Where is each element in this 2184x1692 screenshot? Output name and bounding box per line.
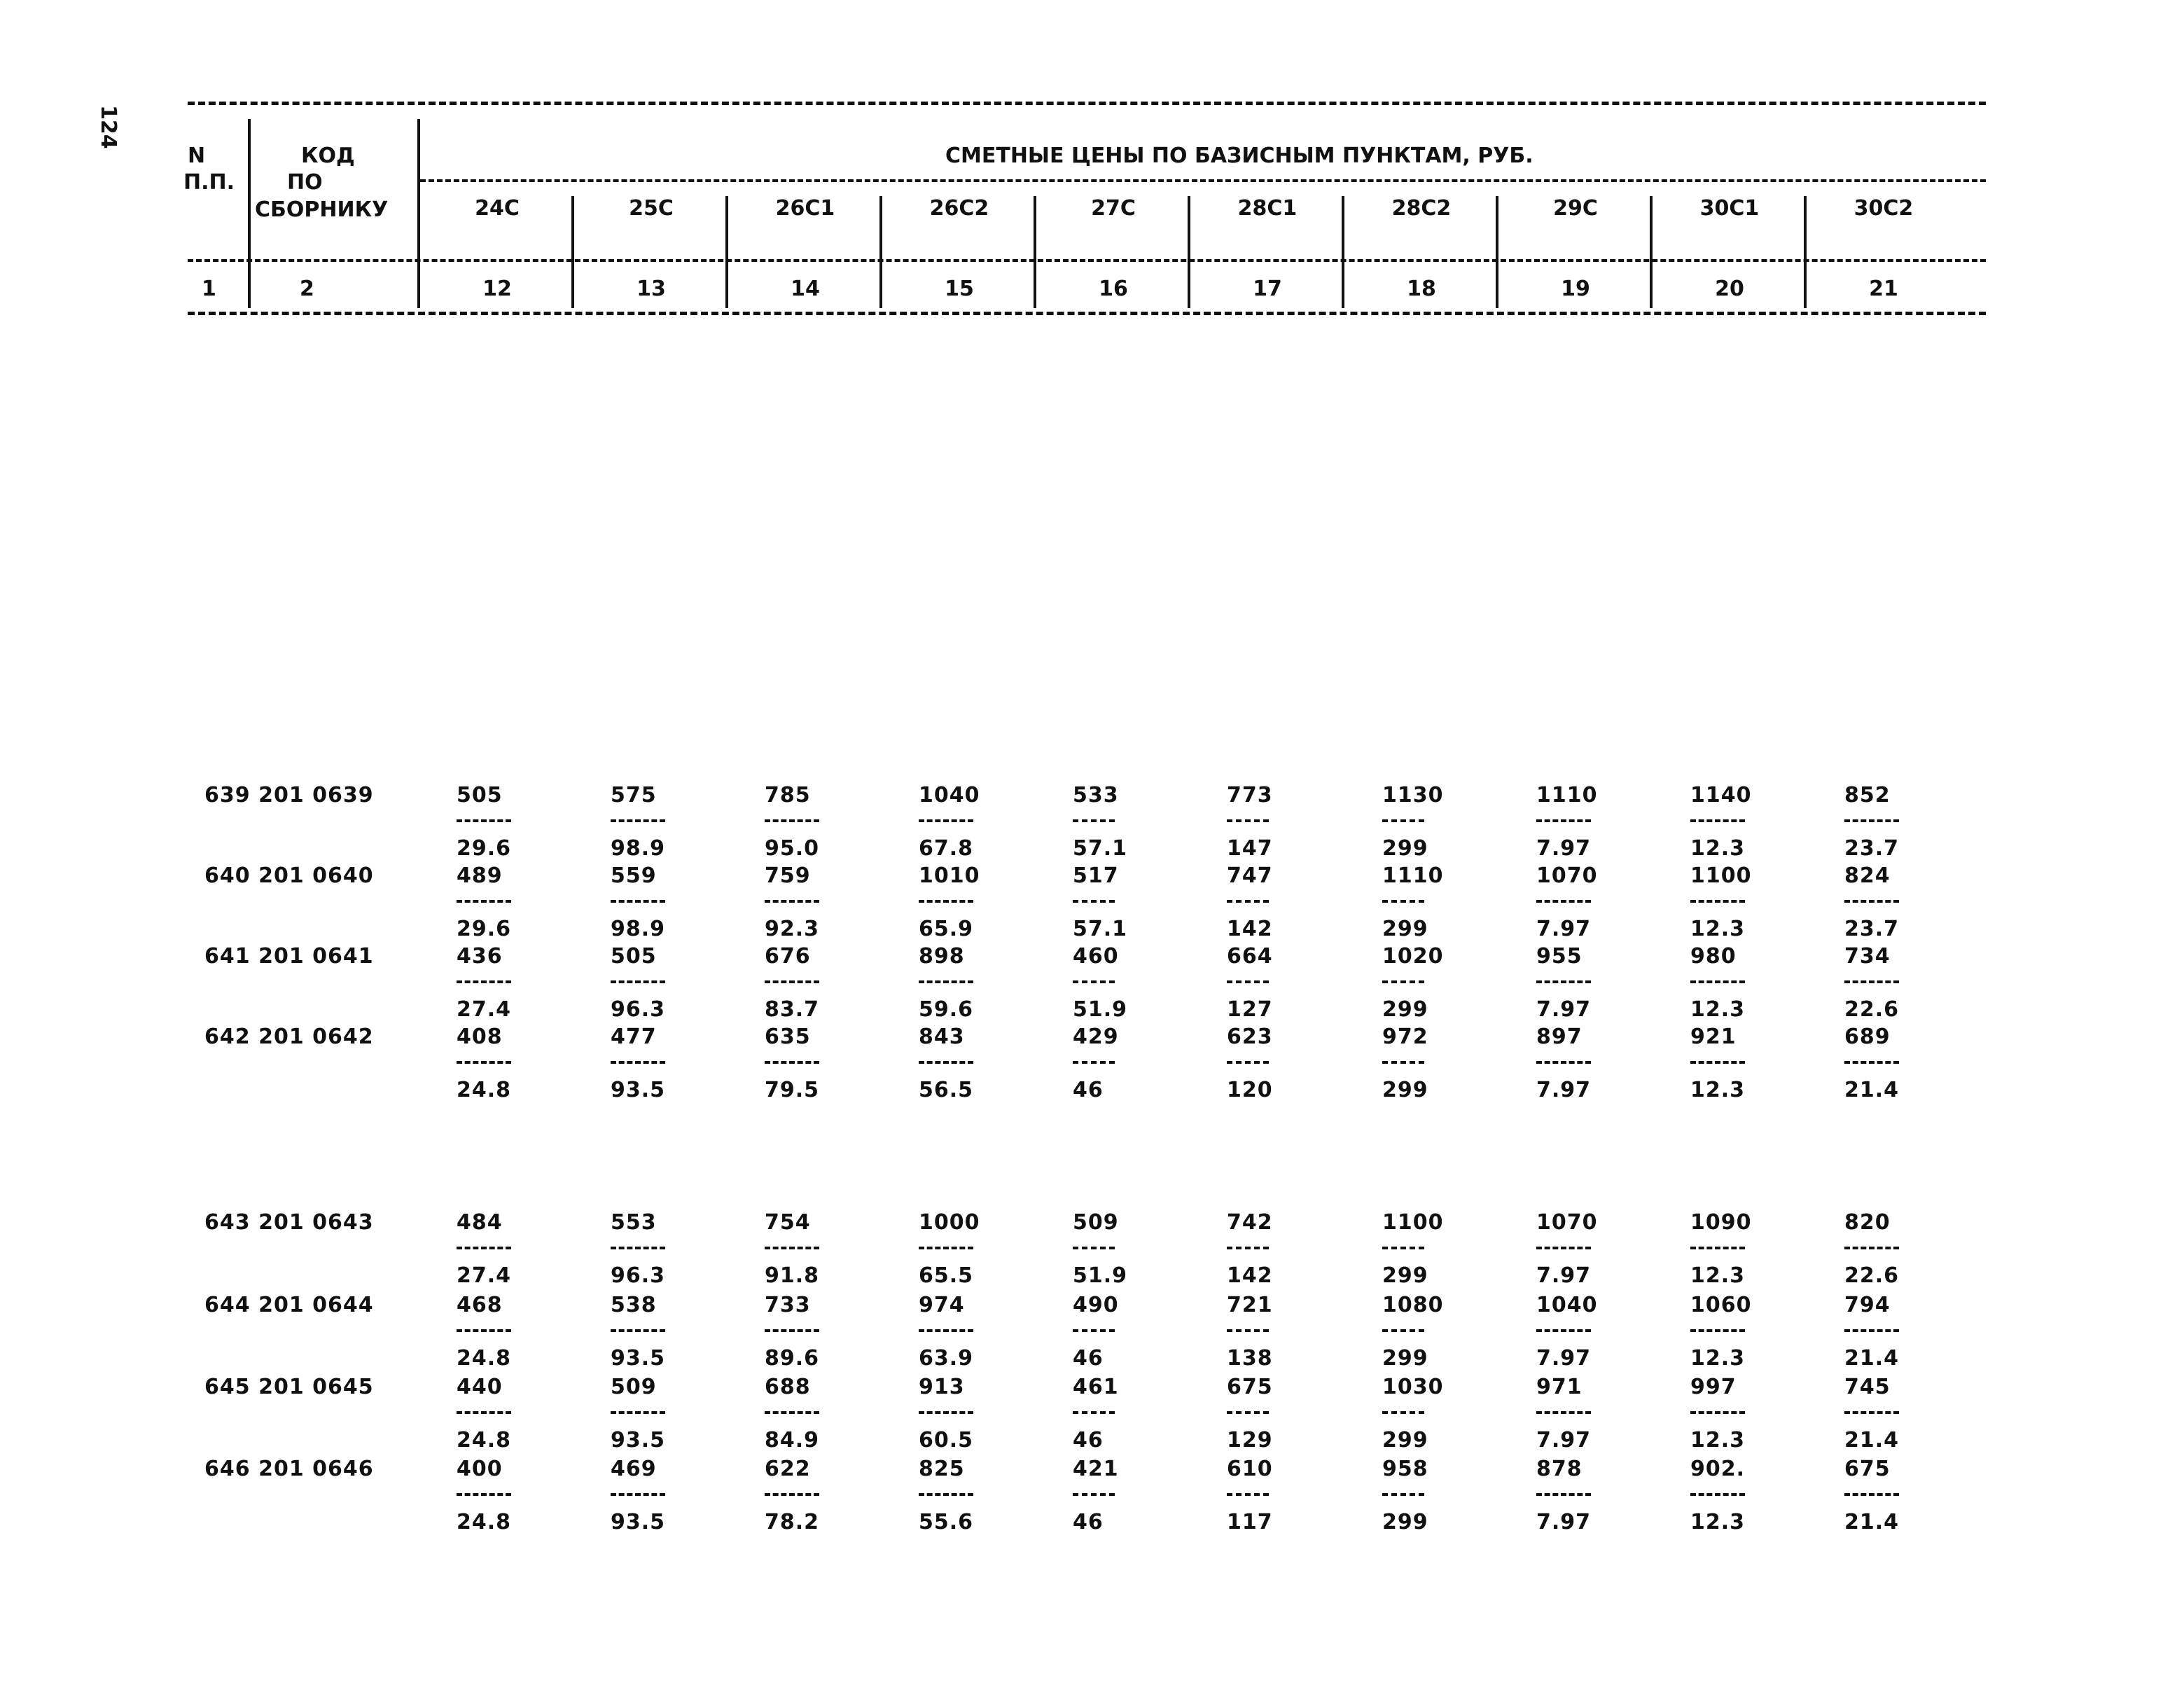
price-denominator: 7.97 [1536, 1078, 1592, 1102]
col-code-label: КОД [301, 144, 355, 168]
price-denominator: 21.4 [1844, 1346, 1900, 1371]
column-number: 19 [1561, 277, 1590, 301]
fraction-bar [1690, 819, 1745, 822]
fraction-bar [919, 900, 973, 903]
price-denominator: 78.2 [765, 1510, 820, 1534]
price-denominator: 21.4 [1844, 1078, 1900, 1102]
price-numerator: 461 [1073, 1375, 1119, 1399]
column-number: 14 [791, 277, 820, 301]
price-numerator: 1070 [1536, 864, 1598, 888]
price-denominator: 7.97 [1536, 1428, 1592, 1452]
price-numerator: 489 [457, 864, 503, 888]
fraction-bar [1536, 1329, 1591, 1332]
column-number: 20 [1715, 277, 1744, 301]
fraction-bar [1227, 1411, 1269, 1414]
column-number: 21 [1869, 277, 1898, 301]
price-numerator: 825 [919, 1457, 965, 1481]
price-denominator: 24.8 [457, 1510, 512, 1534]
price-point-label: 27С [1091, 196, 1136, 221]
fraction-bar [1227, 1061, 1269, 1064]
price-numerator: 1060 [1690, 1293, 1752, 1317]
price-numerator: 958 [1382, 1457, 1428, 1481]
price-numerator: 852 [1844, 783, 1891, 807]
fraction-bar [1073, 900, 1115, 903]
price-numerator: 484 [457, 1210, 503, 1235]
price-denominator: 67.8 [919, 836, 974, 861]
price-numerator: 721 [1227, 1293, 1273, 1317]
price-numerator: 533 [1073, 783, 1119, 807]
col-code-label-3: СБОРНИКУ [255, 197, 389, 222]
price-numerator: 754 [765, 1210, 811, 1235]
price-denominator: 12.3 [1690, 1078, 1746, 1102]
fraction-bar [1844, 1411, 1899, 1414]
price-point-label: 24С [475, 196, 520, 221]
col-code-label-2: ПО [287, 170, 323, 195]
price-denominator: 46 [1073, 1346, 1104, 1371]
column-number: 18 [1407, 277, 1436, 301]
fraction-bar [1227, 1247, 1269, 1249]
price-numerator: 1080 [1382, 1293, 1444, 1317]
price-denominator: 12.3 [1690, 997, 1746, 1022]
col-n-label: N [188, 144, 206, 168]
price-denominator: 7.97 [1536, 997, 1592, 1022]
price-denominator: 29.6 [457, 917, 512, 941]
price-denominator: 147 [1227, 836, 1273, 861]
column-divider [1034, 196, 1036, 308]
fraction-bar [457, 1411, 511, 1414]
price-numerator: 559 [611, 864, 657, 888]
fraction-bar [765, 1247, 819, 1249]
fraction-bar [919, 1411, 973, 1414]
price-numerator: 408 [457, 1025, 503, 1049]
price-numerator: 477 [611, 1025, 657, 1049]
fraction-bar [457, 980, 511, 983]
fraction-bar [1536, 1247, 1591, 1249]
column-divider [725, 196, 728, 308]
fraction-bar [1844, 1247, 1899, 1249]
fraction-bar [919, 980, 973, 983]
price-numerator: 460 [1073, 944, 1119, 969]
price-numerator: 733 [765, 1293, 811, 1317]
price-denominator: 56.5 [919, 1078, 974, 1102]
price-denominator: 93.5 [611, 1428, 666, 1452]
price-denominator: 7.97 [1536, 1263, 1592, 1288]
fraction-bar [1382, 1329, 1424, 1332]
price-numerator: 759 [765, 864, 811, 888]
price-numerator: 429 [1073, 1025, 1119, 1049]
fraction-bar [611, 1493, 665, 1496]
price-denominator: 22.6 [1844, 1263, 1900, 1288]
price-denominator: 27.4 [457, 1263, 512, 1288]
price-denominator: 299 [1382, 997, 1428, 1022]
fraction-bar [1844, 1329, 1899, 1332]
price-numerator: 622 [765, 1457, 811, 1481]
fraction-bar [457, 1493, 511, 1496]
fraction-bar [1382, 900, 1424, 903]
prices-subheader-rule [420, 179, 1986, 182]
price-denominator: 91.8 [765, 1263, 820, 1288]
column-number: 17 [1253, 277, 1282, 301]
price-denominator: 22.6 [1844, 997, 1900, 1022]
column-divider [1650, 196, 1653, 308]
price-numerator: 734 [1844, 944, 1891, 969]
price-numerator: 538 [611, 1293, 657, 1317]
price-point-label: 26С1 [775, 196, 835, 221]
price-denominator: 60.5 [919, 1428, 974, 1452]
price-numerator: 843 [919, 1025, 965, 1049]
fraction-bar [1227, 980, 1269, 983]
column-number: 16 [1099, 277, 1128, 301]
fraction-bar [457, 819, 511, 822]
price-denominator: 23.7 [1844, 836, 1900, 861]
price-denominator: 51.9 [1073, 997, 1128, 1022]
price-numerator: 421 [1073, 1457, 1119, 1481]
column-number: 12 [482, 277, 512, 301]
fraction-bar [1844, 819, 1899, 822]
price-numerator: 794 [1844, 1293, 1891, 1317]
price-denominator: 57.1 [1073, 917, 1128, 941]
fraction-bar [1382, 980, 1424, 983]
fraction-bar [1844, 1061, 1899, 1064]
fraction-bar [1382, 1247, 1424, 1249]
price-denominator: 84.9 [765, 1428, 820, 1452]
price-numerator: 1010 [919, 864, 980, 888]
price-numerator: 675 [1227, 1375, 1273, 1399]
row-code: 644 201 0644 [204, 1293, 374, 1317]
fraction-bar [1844, 1493, 1899, 1496]
page-number: 124 [96, 105, 120, 149]
price-numerator: 1030 [1382, 1375, 1444, 1399]
price-numerator: 974 [919, 1293, 965, 1317]
price-denominator: 93.5 [611, 1510, 666, 1534]
price-numerator: 623 [1227, 1025, 1273, 1049]
fraction-bar [919, 1061, 973, 1064]
price-point-label: 30С1 [1699, 196, 1760, 221]
price-point-label: 29С [1553, 196, 1598, 221]
price-denominator: 7.97 [1536, 917, 1592, 941]
fraction-bar [1536, 819, 1591, 822]
price-numerator: 878 [1536, 1457, 1583, 1481]
fraction-bar [1382, 1493, 1424, 1496]
price-numerator: 675 [1844, 1457, 1891, 1481]
price-numerator: 902. [1690, 1457, 1746, 1481]
price-denominator: 55.6 [919, 1510, 974, 1534]
price-numerator: 468 [457, 1293, 503, 1317]
price-point-label: 30С2 [1853, 196, 1914, 221]
price-denominator: 299 [1382, 1510, 1428, 1534]
price-numerator: 1100 [1690, 864, 1752, 888]
price-denominator: 46 [1073, 1078, 1104, 1102]
price-denominator: 65.5 [919, 1263, 974, 1288]
price-denominator: 29.6 [457, 836, 512, 861]
price-numerator: 575 [611, 783, 657, 807]
price-denominator: 142 [1227, 1263, 1273, 1288]
fraction-bar [1690, 1247, 1745, 1249]
fraction-bar [457, 900, 511, 903]
price-denominator: 98.9 [611, 836, 666, 861]
fraction-bar [765, 1061, 819, 1064]
row-code: 646 201 0646 [204, 1457, 374, 1481]
fraction-bar [1690, 1411, 1745, 1414]
price-numerator: 955 [1536, 944, 1583, 969]
fraction-bar [1073, 1411, 1115, 1414]
price-denominator: 299 [1382, 1346, 1428, 1371]
column-number: 15 [945, 277, 974, 301]
fraction-bar [457, 1329, 511, 1332]
fraction-bar [1690, 1061, 1745, 1064]
prices-title: СМЕТНЫЕ ЦЕНЫ ПО БАЗИСНЫМ ПУНКТАМ, РУБ. [945, 144, 1533, 168]
fraction-bar [611, 1247, 665, 1249]
price-numerator: 747 [1227, 864, 1273, 888]
price-denominator: 127 [1227, 997, 1273, 1022]
fraction-bar [1690, 1329, 1745, 1332]
price-denominator: 299 [1382, 836, 1428, 861]
fraction-bar [457, 1061, 511, 1064]
fraction-bar [1844, 900, 1899, 903]
price-denominator: 12.3 [1690, 1346, 1746, 1371]
price-denominator: 65.9 [919, 917, 974, 941]
price-numerator: 688 [765, 1375, 811, 1399]
price-numerator: 1100 [1382, 1210, 1444, 1235]
price-numerator: 505 [611, 944, 657, 969]
fraction-bar [919, 1493, 973, 1496]
price-denominator: 12.3 [1690, 917, 1746, 941]
price-point-label: 28С1 [1237, 196, 1298, 221]
fraction-bar [1227, 1329, 1269, 1332]
price-numerator: 553 [611, 1210, 657, 1235]
price-numerator: 1130 [1382, 783, 1444, 807]
price-numerator: 1090 [1690, 1210, 1752, 1235]
fraction-bar [1382, 1411, 1424, 1414]
row-code: 639 201 0639 [204, 783, 374, 807]
price-denominator: 46 [1073, 1510, 1104, 1534]
price-numerator: 517 [1073, 864, 1119, 888]
row-code: 643 201 0643 [204, 1210, 374, 1235]
price-numerator: 490 [1073, 1293, 1119, 1317]
price-denominator: 21.4 [1844, 1510, 1900, 1534]
price-denominator: 12.3 [1690, 836, 1746, 861]
price-denominator: 27.4 [457, 997, 512, 1022]
price-numerator: 1140 [1690, 783, 1752, 807]
price-numerator: 897 [1536, 1025, 1583, 1049]
price-denominator: 138 [1227, 1346, 1273, 1371]
column-divider [1342, 196, 1344, 308]
price-denominator: 24.8 [457, 1346, 512, 1371]
fraction-bar [1073, 819, 1115, 822]
price-denominator: 23.7 [1844, 917, 1900, 941]
price-numerator: 689 [1844, 1025, 1891, 1049]
price-numerator: 509 [1073, 1210, 1119, 1235]
fraction-bar [611, 980, 665, 983]
fraction-bar [1227, 900, 1269, 903]
price-numerator: 745 [1844, 1375, 1891, 1399]
col-number-1: 1 [202, 277, 216, 301]
price-numerator: 440 [457, 1375, 503, 1399]
fraction-bar [611, 819, 665, 822]
price-denominator: 120 [1227, 1078, 1273, 1102]
price-denominator: 299 [1382, 1428, 1428, 1452]
price-numerator: 742 [1227, 1210, 1273, 1235]
header-bottom-rule [188, 312, 1986, 315]
price-denominator: 83.7 [765, 997, 820, 1022]
header-top-rule [188, 102, 1986, 105]
fraction-bar [765, 819, 819, 822]
row-code: 642 201 0642 [204, 1025, 374, 1049]
price-numerator: 972 [1382, 1025, 1428, 1049]
price-numerator: 1040 [1536, 1293, 1598, 1317]
fraction-bar [457, 1247, 511, 1249]
column-number: 13 [637, 277, 666, 301]
price-denominator: 51.9 [1073, 1263, 1128, 1288]
price-denominator: 12.3 [1690, 1428, 1746, 1452]
price-point-label: 26С2 [929, 196, 989, 221]
row-code: 641 201 0641 [204, 944, 374, 969]
column-divider [248, 119, 251, 308]
price-numerator: 820 [1844, 1210, 1891, 1235]
fraction-bar [1536, 1411, 1591, 1414]
price-numerator: 773 [1227, 783, 1273, 807]
fraction-bar [1690, 980, 1745, 983]
price-denominator: 21.4 [1844, 1428, 1900, 1452]
price-numerator: 1110 [1536, 783, 1598, 807]
price-numerator: 1110 [1382, 864, 1444, 888]
fraction-bar [1536, 980, 1591, 983]
price-denominator: 7.97 [1536, 1510, 1592, 1534]
price-numerator: 509 [611, 1375, 657, 1399]
price-denominator: 299 [1382, 1078, 1428, 1102]
price-numerator: 610 [1227, 1457, 1273, 1481]
price-denominator: 12.3 [1690, 1263, 1746, 1288]
fraction-bar [919, 1329, 973, 1332]
price-numerator: 997 [1690, 1375, 1737, 1399]
column-divider [571, 196, 574, 308]
fraction-bar [1073, 1329, 1115, 1332]
fraction-bar [1690, 1493, 1745, 1496]
fraction-bar [1844, 980, 1899, 983]
fraction-bar [919, 1247, 973, 1249]
fraction-bar [1536, 900, 1591, 903]
fraction-bar [611, 1411, 665, 1414]
fraction-bar [1073, 980, 1115, 983]
price-denominator: 92.3 [765, 917, 820, 941]
price-denominator: 142 [1227, 917, 1273, 941]
price-denominator: 89.6 [765, 1346, 820, 1371]
price-numerator: 921 [1690, 1025, 1737, 1049]
row-code: 640 201 0640 [204, 864, 374, 888]
fraction-bar [765, 900, 819, 903]
price-denominator: 93.5 [611, 1078, 666, 1102]
price-denominator: 299 [1382, 917, 1428, 941]
col-number-2: 2 [300, 277, 314, 301]
fraction-bar [1073, 1493, 1115, 1496]
fraction-bar [765, 1329, 819, 1332]
price-denominator: 63.9 [919, 1346, 974, 1371]
price-denominator: 7.97 [1536, 1346, 1592, 1371]
price-numerator: 1070 [1536, 1210, 1598, 1235]
price-numerator: 1000 [919, 1210, 980, 1235]
fraction-bar [1690, 900, 1745, 903]
price-denominator: 96.3 [611, 997, 666, 1022]
price-denominator: 93.5 [611, 1346, 666, 1371]
fraction-bar [1536, 1061, 1591, 1064]
fraction-bar [765, 1411, 819, 1414]
price-point-label: 25С [629, 196, 674, 221]
price-numerator: 980 [1690, 944, 1737, 969]
col-n-label-2: П.П. [183, 170, 235, 195]
fraction-bar [611, 1329, 665, 1332]
price-numerator: 913 [919, 1375, 965, 1399]
price-denominator: 24.8 [457, 1428, 512, 1452]
price-denominator: 57.1 [1073, 836, 1128, 861]
column-divider [879, 196, 882, 308]
column-divider [1496, 196, 1498, 308]
price-denominator: 46 [1073, 1428, 1104, 1452]
price-numerator: 676 [765, 944, 811, 969]
fraction-bar [1073, 1247, 1115, 1249]
row-code: 645 201 0645 [204, 1375, 374, 1399]
fraction-bar [765, 980, 819, 983]
fraction-bar [1227, 819, 1269, 822]
fraction-bar [919, 819, 973, 822]
price-numerator: 898 [919, 944, 965, 969]
price-denominator: 12.3 [1690, 1510, 1746, 1534]
price-denominator: 59.6 [919, 997, 974, 1022]
fraction-bar [1227, 1493, 1269, 1496]
price-denominator: 24.8 [457, 1078, 512, 1102]
fraction-bar [611, 1061, 665, 1064]
price-numerator: 1040 [919, 783, 980, 807]
fraction-bar [1382, 819, 1424, 822]
price-point-label: 28С2 [1391, 196, 1452, 221]
price-numerator: 635 [765, 1025, 811, 1049]
price-denominator: 79.5 [765, 1078, 820, 1102]
fraction-bar [611, 900, 665, 903]
price-denominator: 98.9 [611, 917, 666, 941]
price-denominator: 129 [1227, 1428, 1273, 1452]
fraction-bar [765, 1493, 819, 1496]
fraction-bar [1536, 1493, 1591, 1496]
price-numerator: 436 [457, 944, 503, 969]
price-numerator: 1020 [1382, 944, 1444, 969]
price-denominator: 95.0 [765, 836, 820, 861]
price-numerator: 824 [1844, 864, 1891, 888]
price-numerator: 664 [1227, 944, 1273, 969]
price-numerator: 971 [1536, 1375, 1583, 1399]
column-divider [1804, 196, 1807, 308]
price-denominator: 117 [1227, 1510, 1273, 1534]
fraction-bar [1382, 1061, 1424, 1064]
column-divider [1188, 196, 1190, 308]
price-numerator: 505 [457, 783, 503, 807]
price-numerator: 400 [457, 1457, 503, 1481]
fraction-bar [1073, 1061, 1115, 1064]
price-denominator: 7.97 [1536, 836, 1592, 861]
price-denominator: 299 [1382, 1263, 1428, 1288]
price-numerator: 785 [765, 783, 811, 807]
price-denominator: 96.3 [611, 1263, 666, 1288]
price-numerator: 469 [611, 1457, 657, 1481]
header-mid-rule [188, 259, 1986, 262]
